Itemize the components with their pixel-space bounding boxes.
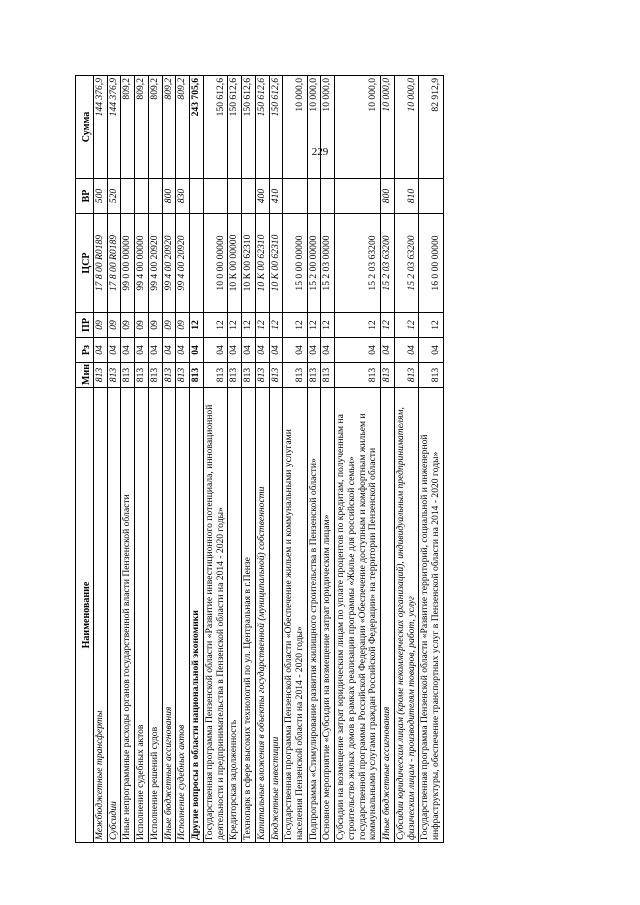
cell-sum: 809,2 <box>135 76 149 179</box>
page-number: 229 <box>311 146 329 158</box>
cell-csr: 99 4 00 20920 <box>148 214 162 313</box>
cell-sum: 809,2 <box>162 76 176 179</box>
cell-min: 813 <box>121 363 135 388</box>
cell-min: 813 <box>94 363 108 388</box>
cell-rz: 04 <box>176 338 190 363</box>
cell-vr: 800 <box>162 179 176 214</box>
cell-pr: 12 <box>283 313 307 338</box>
cell-vr <box>203 179 227 214</box>
cell-min: 813 <box>335 363 381 388</box>
cell-vr <box>307 179 321 214</box>
budget-table <box>75 75 444 843</box>
cell-name: Капитальные вложения в объекты государственной (муниципальной) собственности <box>255 388 269 843</box>
cell-min: 813 <box>419 363 443 388</box>
cell-pr: 12 <box>335 313 381 338</box>
cell-name: Субсидии юридическим лицам (кроме некоммерческих организаций), индивидуальным предпринимателям, физическим лицам - производителям товаров, работ, услуг <box>394 388 418 843</box>
rotated-table-wrapper <box>75 76 608 843</box>
table-row <box>135 76 149 843</box>
cell-csr: 17 8 00 R0189 <box>94 214 108 313</box>
table-row <box>269 76 283 843</box>
cell-name: Технопарк в сфере высоких технологий по ул. Центральная в г.Пензе <box>242 388 256 843</box>
table-row <box>255 76 269 843</box>
cell-csr: 10 К 00 62310 <box>242 214 256 313</box>
cell-sum: 243 705,6 <box>190 76 204 179</box>
cell-vr <box>190 179 204 214</box>
cell-rz: 04 <box>255 338 269 363</box>
cell-pr: 12 <box>203 313 227 338</box>
cell-sum: 82 912,9 <box>419 76 443 179</box>
cell-rz: 04 <box>335 338 381 363</box>
cell-pr: 12 <box>381 313 395 338</box>
cell-rz: 04 <box>162 338 176 363</box>
cell-name: Межбюджетные трансферты <box>94 388 108 843</box>
cell-pr: 12 <box>307 313 321 338</box>
cell-pr: 09 <box>148 313 162 338</box>
cell-min: 813 <box>107 363 121 388</box>
cell-sum: 144 376,9 <box>107 76 121 179</box>
cell-rz: 04 <box>148 338 162 363</box>
cell-name: Субсидии на возмещение затрат юридическим лицам по уплате процентов по кредитам, полученным на строительство жилых домов в рамках реализации программы «Жилье для российской семьи» государственной программы Российской Федерации «Обеспечение доступным и комфортным жильем и коммунальными услугами граждан Российской Федерации» на территории Пензенской области <box>335 388 381 843</box>
cell-min: 813 <box>176 363 190 388</box>
cell-min: 813 <box>394 363 418 388</box>
cell-csr: 10 К 00 62310 <box>255 214 269 313</box>
table-row <box>203 76 227 843</box>
cell-min: 813 <box>307 363 321 388</box>
header-csr: ЦСР <box>76 214 94 313</box>
cell-csr: 15 2 00 00000 <box>307 214 321 313</box>
cell-min: 813 <box>162 363 176 388</box>
cell-csr: 17 8 00 R0189 <box>107 214 121 313</box>
cell-pr: 12 <box>228 313 242 338</box>
cell-name: Бюджетные инвестиции <box>269 388 283 843</box>
table-row <box>242 76 256 843</box>
cell-min: 813 <box>228 363 242 388</box>
table-body <box>94 76 444 843</box>
cell-vr <box>321 179 335 214</box>
cell-sum: 809,2 <box>176 76 190 179</box>
cell-sum: 809,2 <box>148 76 162 179</box>
cell-min: 813 <box>283 363 307 388</box>
cell-vr: 830 <box>176 179 190 214</box>
cell-sum: 150 612,6 <box>255 76 269 179</box>
cell-pr: 09 <box>107 313 121 338</box>
table-row <box>162 76 176 843</box>
cell-sum: 10 000,0 <box>321 76 335 179</box>
cell-rz: 04 <box>419 338 443 363</box>
cell-name: Исполнение судебных актов <box>176 388 190 843</box>
cell-csr: 16 0 00 00000 <box>419 214 443 313</box>
cell-csr: 10 К 00 00000 <box>228 214 242 313</box>
cell-pr: 09 <box>94 313 108 338</box>
cell-rz: 04 <box>228 338 242 363</box>
cell-rz: 04 <box>321 338 335 363</box>
cell-name: Кредиторская задолженность <box>228 388 242 843</box>
cell-vr: 410 <box>269 179 283 214</box>
cell-rz: 04 <box>94 338 108 363</box>
cell-name: Иные бюджетные ассигнования <box>162 388 176 843</box>
cell-name: Основное мероприятие «Субсидии на возмещение затрат юридическим лицам» <box>321 388 335 843</box>
cell-pr: 09 <box>135 313 149 338</box>
cell-csr: 10 К 00 62310 <box>269 214 283 313</box>
cell-rz: 04 <box>269 338 283 363</box>
cell-sum: 10 000,0 <box>307 76 321 179</box>
table-row <box>121 76 135 843</box>
cell-name: Другие вопросы в области национальной экономики <box>190 388 204 843</box>
table-row <box>148 76 162 843</box>
table-row <box>176 76 190 843</box>
cell-csr: 15 0 00 00000 <box>283 214 307 313</box>
table-row <box>394 76 418 843</box>
cell-pr: 12 <box>419 313 443 338</box>
cell-vr: 800 <box>381 179 395 214</box>
cell-csr: 99 4 00 20920 <box>162 214 176 313</box>
table-row <box>94 76 108 843</box>
table-row <box>307 76 321 843</box>
cell-min: 813 <box>190 363 204 388</box>
cell-min: 813 <box>255 363 269 388</box>
cell-rz: 04 <box>307 338 321 363</box>
cell-min: 813 <box>148 363 162 388</box>
cell-pr: 12 <box>242 313 256 338</box>
cell-sum: 144 376,9 <box>94 76 108 179</box>
cell-pr: 12 <box>190 313 204 338</box>
cell-csr: 15 2 03 63200 <box>335 214 381 313</box>
table-row <box>381 76 395 843</box>
cell-pr: 09 <box>121 313 135 338</box>
header-name: Наименование <box>76 388 94 843</box>
cell-vr: 500 <box>94 179 108 214</box>
cell-sum: 150 612,6 <box>203 76 227 179</box>
cell-name: Государственная программа Пензенской области «Развитие инвестиционного потенциала, инновационной деятельности и предпринимательства в Пензенской области на 2014 - 2020 годы» <box>203 388 227 843</box>
cell-sum: 809,2 <box>121 76 135 179</box>
cell-min: 813 <box>203 363 227 388</box>
cell-vr <box>419 179 443 214</box>
table-row <box>107 76 121 843</box>
cell-csr: 15 2 03 63200 <box>381 214 395 313</box>
cell-min: 813 <box>381 363 395 388</box>
cell-rz: 04 <box>283 338 307 363</box>
cell-csr <box>190 214 204 313</box>
cell-min: 813 <box>321 363 335 388</box>
cell-pr: 09 <box>176 313 190 338</box>
cell-csr: 15 2 03 63200 <box>394 214 418 313</box>
cell-rz: 04 <box>190 338 204 363</box>
table-row <box>283 76 307 843</box>
cell-rz: 04 <box>203 338 227 363</box>
cell-csr: 99 4 00 20920 <box>176 214 190 313</box>
cell-csr: 10 0 00 00000 <box>203 214 227 313</box>
cell-sum: 10 000,0 <box>381 76 395 179</box>
header-sum: Сумма <box>76 76 94 179</box>
cell-sum: 150 612,6 <box>269 76 283 179</box>
cell-name: Государственная программа Пензенской области «Обеспечение жильем и коммунальными услугами населения Пензенской области на 2014 - 2020 годы» <box>283 388 307 843</box>
cell-vr <box>228 179 242 214</box>
cell-name: Субсидии <box>107 388 121 843</box>
cell-min: 813 <box>269 363 283 388</box>
cell-vr <box>335 179 381 214</box>
cell-vr <box>148 179 162 214</box>
cell-pr: 12 <box>321 313 335 338</box>
cell-vr <box>283 179 307 214</box>
cell-pr: 09 <box>162 313 176 338</box>
cell-vr <box>121 179 135 214</box>
cell-vr <box>135 179 149 214</box>
table-header-row <box>76 76 94 843</box>
cell-sum: 150 612,6 <box>228 76 242 179</box>
cell-pr: 12 <box>394 313 418 338</box>
cell-rz: 04 <box>381 338 395 363</box>
cell-rz: 04 <box>242 338 256 363</box>
cell-sum: 10 000,0 <box>335 76 381 179</box>
cell-rz: 04 <box>135 338 149 363</box>
cell-rz: 04 <box>394 338 418 363</box>
cell-name: Иные непрограммные расходы органов государственной власти Пензенской области <box>121 388 135 843</box>
cell-vr: 400 <box>255 179 269 214</box>
cell-pr: 12 <box>255 313 269 338</box>
table-row <box>419 76 443 843</box>
cell-sum: 10 000,0 <box>283 76 307 179</box>
header-pr: ПР <box>76 313 94 338</box>
header-vr: ВР <box>76 179 94 214</box>
cell-csr: 99 4 00 00000 <box>135 214 149 313</box>
cell-csr: 15 2 03 00000 <box>321 214 335 313</box>
cell-sum: 150 612,6 <box>242 76 256 179</box>
cell-vr: 810 <box>394 179 418 214</box>
table-row <box>335 76 381 843</box>
header-min: Мин <box>76 363 94 388</box>
cell-rz: 04 <box>121 338 135 363</box>
cell-pr: 12 <box>269 313 283 338</box>
cell-vr: 520 <box>107 179 121 214</box>
cell-name: Государственная программа Пензенской области «Развитие территорий, социальной и инженерной инфраструктуры, обеспечение транспортных услуг в Пензенской области на 2014 - 2020 годы» <box>419 388 443 843</box>
cell-vr <box>242 179 256 214</box>
cell-rz: 04 <box>107 338 121 363</box>
cell-min: 813 <box>135 363 149 388</box>
cell-name: Исполнение решений судов <box>148 388 162 843</box>
cell-sum: 10 000,0 <box>394 76 418 179</box>
cell-min: 813 <box>242 363 256 388</box>
cell-name: Исполнение судебных актов <box>135 388 149 843</box>
cell-name: Иные бюджетные ассигнования <box>381 388 395 843</box>
header-rz: Рз <box>76 338 94 363</box>
cell-csr: 99 0 00 00000 <box>121 214 135 313</box>
cell-name: Подпрограмма «Стимулирование развития жилищного строительства в Пензенской области» <box>307 388 321 843</box>
table-row <box>228 76 242 843</box>
table-row <box>190 76 204 843</box>
table-row <box>321 76 335 843</box>
